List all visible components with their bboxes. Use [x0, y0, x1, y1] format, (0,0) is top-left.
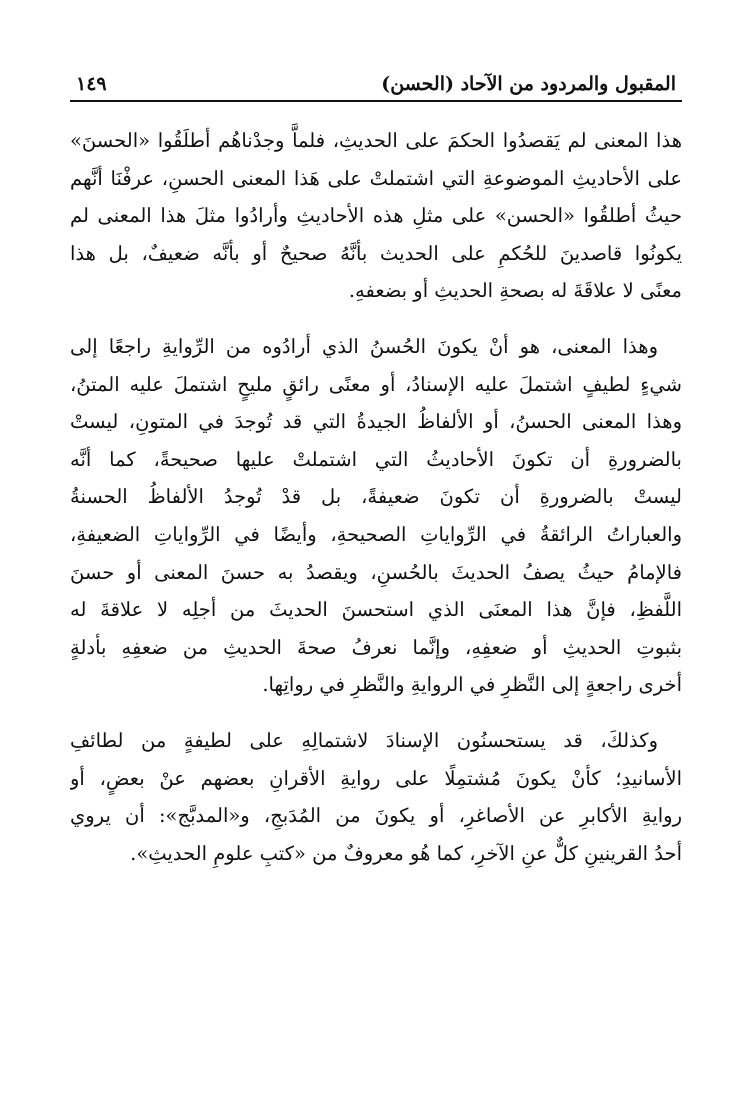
text-line: بثبوتِ الحديثِ أو ضعفِهِ، وإنَّما نعرفُ صحةَ الحديثِ من ضعفِهِ بأدلةٍ	[70, 635, 682, 659]
text-line: وهذا المعنى الحسنُ، أو الألفاظُ الجيدةُ التي قد تُوجدَ في المتونِ، ليستْ	[70, 410, 682, 434]
text-line: بالضرورةِ أن تكونَ الأحاديثُ التي اشتملتْ عليها صحيحةً، كما أنَّه	[70, 447, 682, 471]
text-line: يكونُوا قاصدينَ للحُكمِ على الحديث بأنَّهُ صحيحٌ أو بأنَّه ضعيفٌ، بل هذا	[70, 241, 682, 265]
text-line: وكذلكَ، قد يستحسنُون الإسنادَ لاشتمالِهِ على لطيفةٍ من لطائفِ	[70, 728, 658, 752]
page-number: ١٤٩	[76, 73, 107, 95]
text-line: هذا المعنى لم يَقصدُوا الحكمَ على الحديثِ، فلماَّ وجدْناهُم أطلَقُوا «الحسنَ»	[70, 129, 682, 152]
text-line: فالإمامُ حيثُ يصفُ الحديثَ بالحُسنِ، ويقصدُ به حسنَ المعنى أو حسنَ	[70, 560, 682, 584]
text-line: حيثُ أطلقُوا «الحسن» على مثلِ هذه الأحاديثِ وأرادُوا مثلَ هذا المعنى لم	[70, 204, 682, 228]
text-line: أحدُ القرينينِ كلٌّ عنِ الآخرِ، كما هُو معروفٌ من «كتبِ علومِ الحديثِ».	[130, 841, 682, 865]
text-line: معنًى لا علاقَةَ له بصحةِ الحديثِ أو بضعفهِ.	[348, 279, 682, 303]
page-header	[70, 58, 682, 98]
text-line: شيءٍ لطيفٍ اشتملَ عليه الإسنادُ، أو معنًى رائقٍ مليحٍ اشتملَ عليه المتنُ،	[70, 372, 682, 396]
text-line: ليستْ بالضرورةِ أن تكونَ ضعيفةً، بل قدْ تُوجدُ الألفاظُ الحسنةُ	[70, 485, 682, 509]
text-line: والعباراتُ الرائقةُ في الرِّواياتِ الصحيحةِ، وأيضًا في الرِّواياتِ الضعيفةِ،	[70, 522, 682, 546]
text-line: أخرى راجعةٍ إلى النَّظرِ في الروايةِ والنَّظرِ في رواتِها.	[262, 673, 682, 697]
text-line: الأسانيدِ؛ كأنْ يكونَ مُشتمِلًا على روايةِ الأقرانِ بعضهم عنْ بعضٍ، أو	[70, 766, 682, 790]
header-rule	[70, 100, 682, 102]
text-line: على الأحاديثِ الموضوعةِ التي اشتملتْ على هَذا المعنى الحسنِ، عرفْنَا أنَّهم	[70, 166, 682, 190]
paragraph-1	[70, 122, 682, 310]
paragraph-3	[70, 722, 682, 872]
text-line: اللَّفظِ، فإنَّ هذا المعنَى الذي استحسنَ الحديثَ من أجلِه لا علاقةَ له	[70, 598, 682, 622]
book-page	[70, 58, 682, 890]
text-line: وهذا المعنى، هو أنْ يكونَ الحُسنُ الذي أرادُوه من الرِّوايةِ راجعًا إلى	[70, 334, 658, 358]
paragraph-2	[70, 328, 682, 704]
text-line: روايةِ الأكابرِ عن الأصاغرِ، أو يكونَ من المُدَبجِ، و«المدبَّج»: أن يروي	[70, 804, 682, 828]
body-text	[70, 122, 682, 872]
running-title: المقبول والمردود من الآحاد (الحسن)	[381, 73, 676, 95]
